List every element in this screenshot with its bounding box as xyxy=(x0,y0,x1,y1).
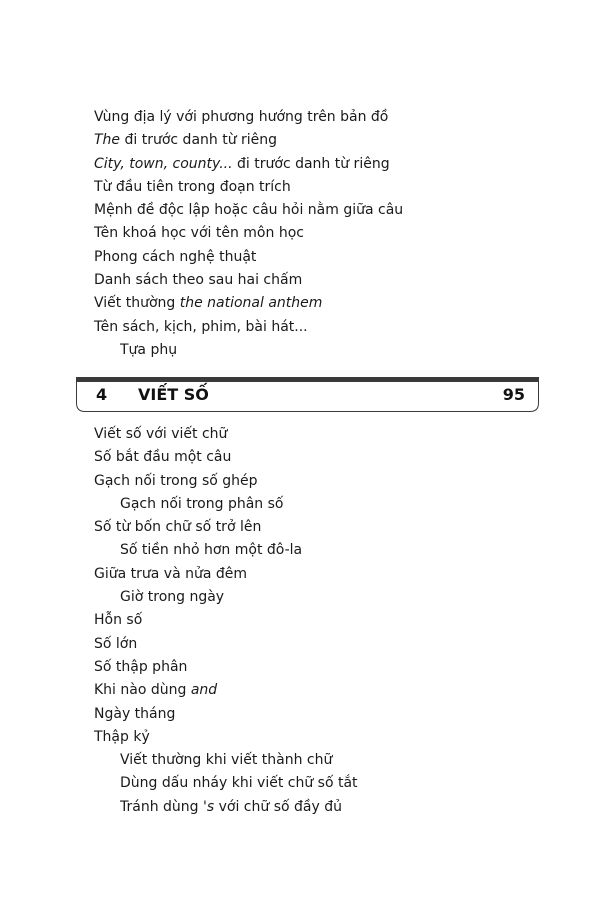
toc-entry[interactable] xyxy=(94,222,554,245)
toc-entry[interactable] xyxy=(94,470,554,493)
toc-entry-text: Tên khoá học với tên môn học xyxy=(94,225,304,242)
toc-entry[interactable] xyxy=(94,656,554,679)
toc-entry-text: đi trước danh từ riêng xyxy=(232,155,390,172)
toc-entry[interactable] xyxy=(94,609,554,632)
toc-entry-italic: 's xyxy=(203,798,215,815)
toc-entry[interactable] xyxy=(94,679,554,702)
toc-entry-text: Viết thường khi viết thành chữ xyxy=(120,752,333,769)
toc-entry[interactable] xyxy=(94,129,554,152)
toc-entry[interactable] xyxy=(94,106,554,129)
toc-list-chapter xyxy=(94,423,554,819)
toc-entry[interactable] xyxy=(94,292,554,315)
toc-entry[interactable] xyxy=(94,176,554,199)
toc-entry-text: Viết số với viết chữ xyxy=(94,426,228,442)
toc-subentry[interactable] xyxy=(94,796,554,819)
toc-entry-text: Tên sách, kịch, phim, bài hát... xyxy=(94,318,308,335)
toc-entry-text: Số tiền nhỏ hơn một đô-la xyxy=(120,542,303,559)
toc-entry-text: Ngày tháng xyxy=(94,705,176,722)
toc-entry-text: Số thập phân xyxy=(94,658,188,675)
toc-entry-italic: The xyxy=(94,132,121,149)
toc-entry-text: Giữa trưa và nửa đêm xyxy=(94,565,248,582)
toc-entry[interactable] xyxy=(94,516,554,539)
toc-entry[interactable] xyxy=(94,726,554,749)
toc-entry[interactable] xyxy=(94,246,554,269)
toc-subentry[interactable] xyxy=(94,586,554,609)
toc-entry-text: Khi nào dùng xyxy=(94,682,191,699)
toc-entry-text: đi trước danh từ riêng xyxy=(120,132,278,149)
toc-subentry[interactable] xyxy=(94,493,554,516)
toc-entry-text: Gạch nối trong phân số xyxy=(120,495,284,512)
toc-entry-text: Hỗn số xyxy=(94,612,143,629)
chapter-title: VIẾT SỐ xyxy=(138,385,209,404)
toc-subentry[interactable] xyxy=(94,772,554,795)
chapter-number: 4 xyxy=(96,385,108,404)
toc-entry[interactable] xyxy=(94,563,554,586)
toc-entry-italic: the national anthem xyxy=(179,295,323,312)
toc-entry[interactable] xyxy=(94,316,554,339)
toc-entry-text: Số từ bốn chữ số trở lên xyxy=(94,519,262,536)
toc-entry-text: Dùng dấu nháy khi viết chữ số tắt xyxy=(120,775,358,792)
toc-subentry[interactable] xyxy=(94,749,554,772)
toc-entry-text: Viết thường xyxy=(94,295,180,312)
toc-entry-text: Gạch nối trong số ghép xyxy=(94,472,258,489)
toc-entry[interactable] xyxy=(94,446,554,469)
toc-entry-text: Số lớn xyxy=(94,635,138,652)
toc-entry-text: Danh sách theo sau hai chấm xyxy=(94,272,303,289)
toc-entry-italic: City, town, county... xyxy=(94,155,233,172)
chapter-header[interactable] xyxy=(76,377,539,412)
toc-entry-text: Mệnh đề độc lập hoặc câu hỏi nằm giữa câu xyxy=(94,202,404,219)
toc-entry-text: Vùng địa lý với phương hướng trên bản đồ xyxy=(94,109,389,125)
toc-entry-text: Từ đầu tiên trong đoạn trích xyxy=(94,178,291,195)
toc-entry[interactable] xyxy=(94,423,554,446)
toc-entry-text: Thập kỷ xyxy=(94,728,150,745)
toc-entry-italic: and xyxy=(190,682,218,699)
toc-entry[interactable] xyxy=(94,269,554,292)
toc-entry-text: với chữ số đầy đủ xyxy=(214,798,342,815)
toc-entry[interactable] xyxy=(94,633,554,656)
toc-entry-text: Tránh dùng xyxy=(120,798,203,815)
toc-entry[interactable] xyxy=(94,199,554,222)
toc-list-top xyxy=(94,106,554,362)
toc-entry[interactable] xyxy=(94,153,554,176)
toc-subentry[interactable] xyxy=(94,539,554,562)
toc-subentry[interactable] xyxy=(94,339,554,362)
toc-entry-text: Giờ trong ngày xyxy=(120,589,225,606)
toc-entry[interactable] xyxy=(94,703,554,726)
toc-entry-text: Số bắt đầu một câu xyxy=(94,449,232,466)
chapter-page-number: 95 xyxy=(502,385,525,404)
toc-entry-text: Tựa phụ xyxy=(120,341,178,358)
toc-entry-text: Phong cách nghệ thuật xyxy=(94,248,257,265)
